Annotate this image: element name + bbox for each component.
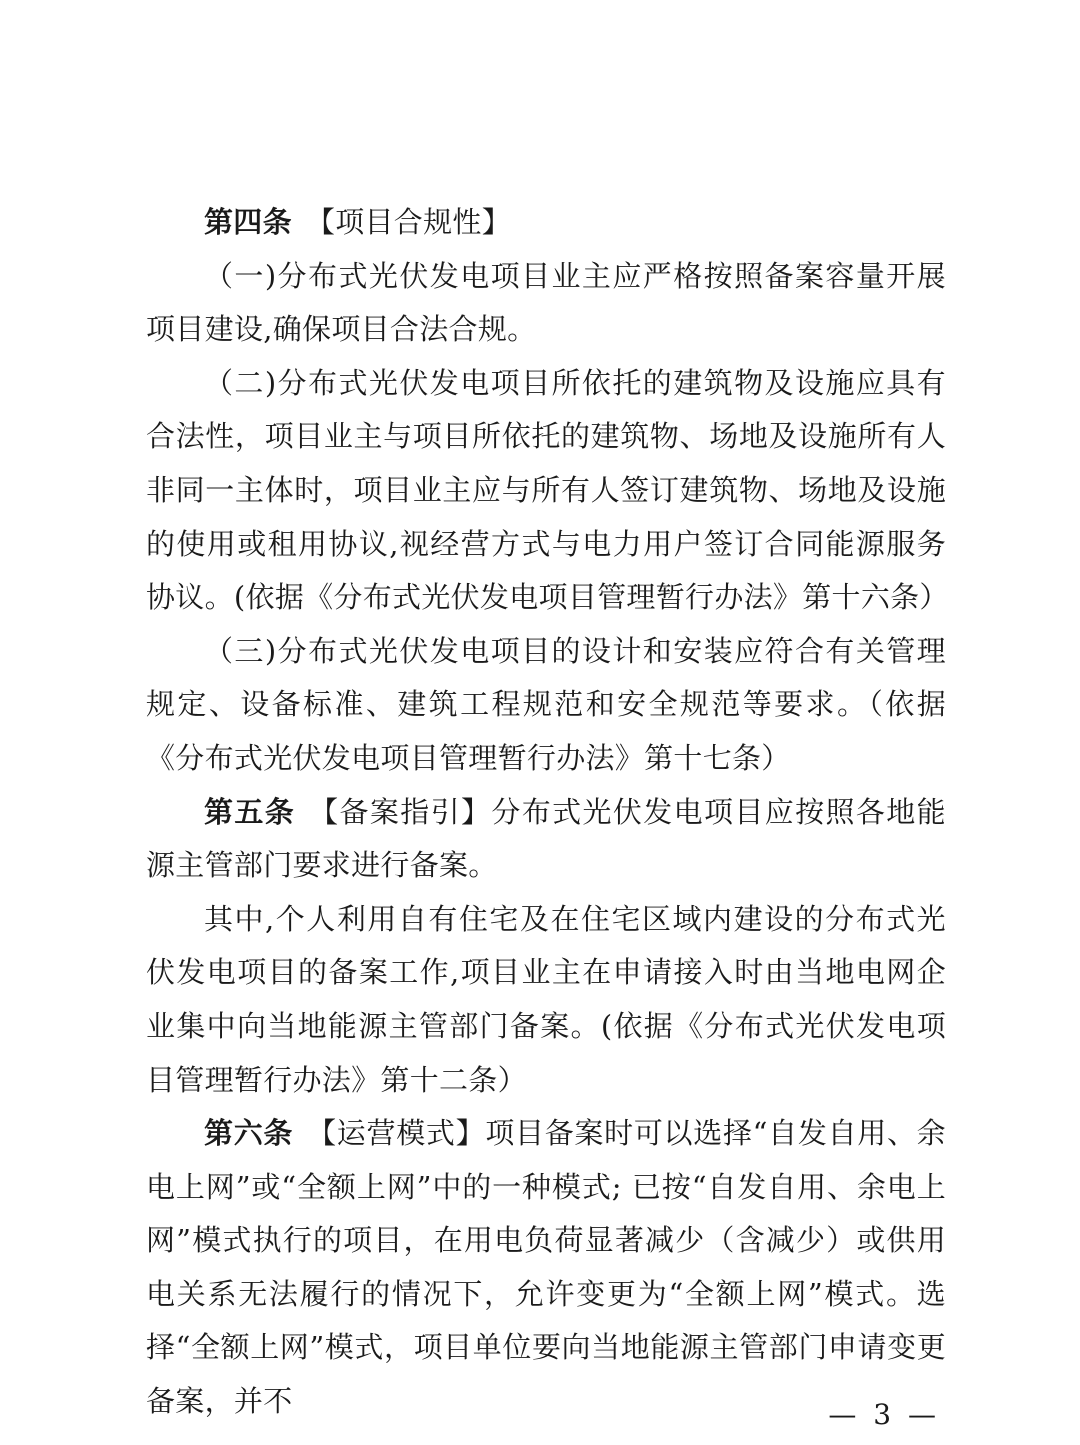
article4-heading-para: [146, 196, 946, 250]
article6-heading: 第六条: [204, 1116, 294, 1151]
article5-title: 【备案指引】: [309, 794, 492, 829]
article4-item2: （二)分布式光伏发电项目所依托的建筑物及设施应具有合法性，项目业主与项目所依托的建筑物、场地及设施所有人非同一主体时，项目业主应与所有人签订建筑物、场地及设施的使用或租用协议,视经营方式与电力用户签订合同能源服务协议。(依据《分布式光伏发电项目管理暂行办法》第十六条）: [146, 365, 949, 615]
article5-heading: 第五条: [204, 794, 296, 829]
article4-heading: 第四条: [204, 205, 292, 239]
article6-text: 项目备案时可以选择“自发自用、余电上网”或“全额上网”中的一种模式; 已按“自发自用、余电上网”模式执行的项目，在用电负荷显著减少（含减少）或供用电关系无法履行的情况下，允许变更为“全额上网”模式。选择“全额上网”模式，项目单位要向当地能源主管部门申请变更备案，并不: [146, 1116, 946, 1419]
article5-para2: 其中,个人利用自有住宅及在住宅区域内建设的分布式光伏发电项目的备案工作,项目业主在申请接入时由当地电网企业集中向当地能源主管部门备案。(依据《分布式光伏发电项目管理暂行办法》第十二条）: [146, 901, 946, 1097]
article6-title: 【运营模式】: [307, 1116, 486, 1151]
article5-para: [146, 786, 946, 893]
page-number: — 3 —: [828, 1398, 940, 1431]
article5-text: 分布式光伏发电项目应按照各地能源主管部门要求进行备案。: [146, 794, 946, 883]
article6-para: [146, 1107, 946, 1429]
article4-item3: （三)分布式光伏发电项目的设计和安装应符合有关管理规定、设备标准、建筑工程规范和安全规范等要求。（依据《分布式光伏发电项目管理暂行办法》第十七条）: [146, 633, 946, 775]
article4-item1: （一)分布式光伏发电项目业主应严格按照备案容量开展项目建设,确保项目合法合规。: [146, 258, 946, 347]
document-body: [146, 196, 949, 1429]
article4-title: 【项目合规性】: [305, 205, 512, 239]
